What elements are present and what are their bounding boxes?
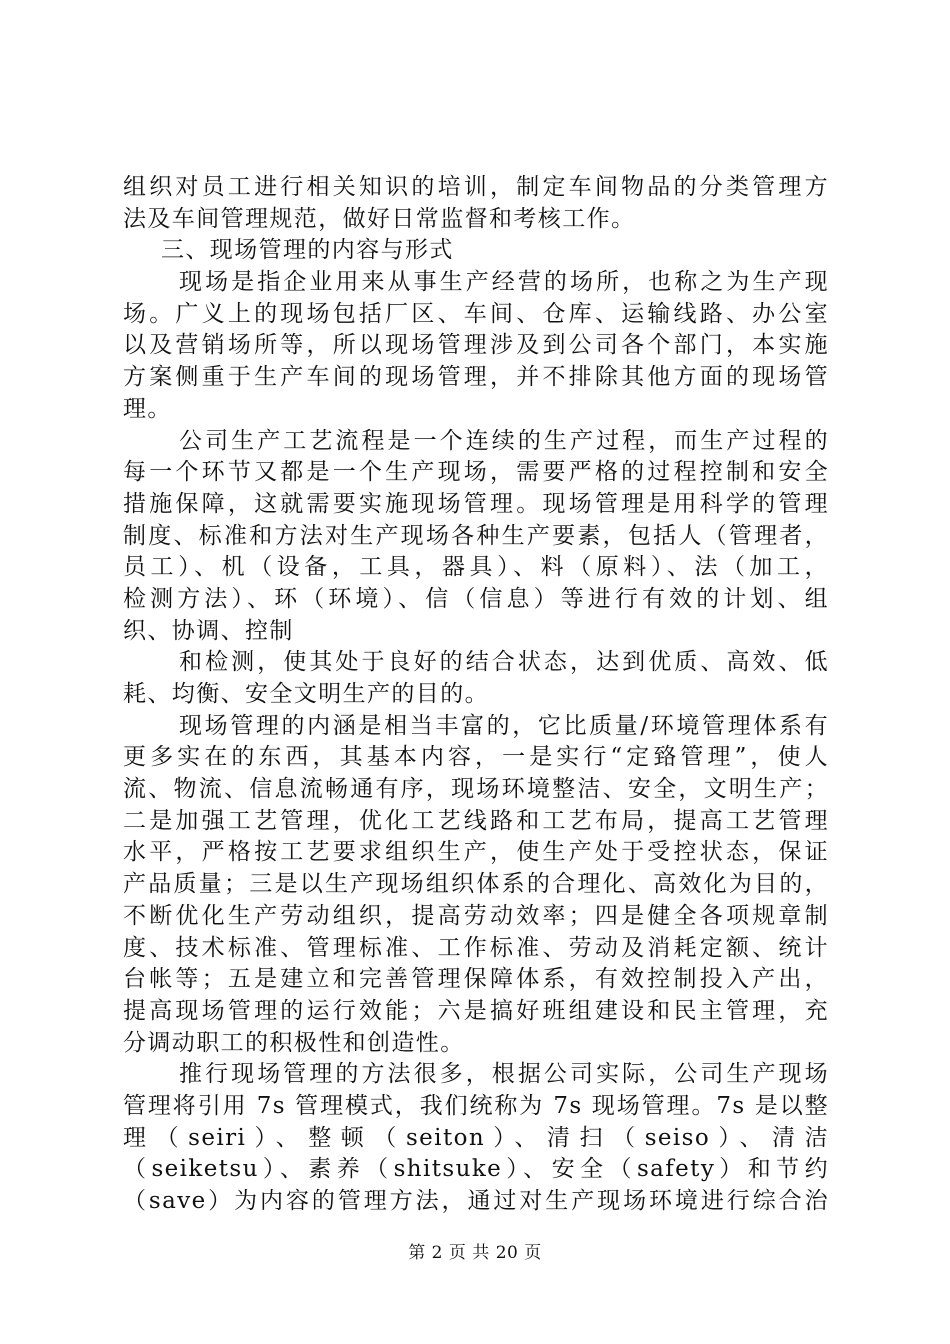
text-line: 每一个环节又都是一个生产现场，需要严格的过程控制和安全	[123, 459, 829, 486]
text-line: 台帐等；五是建立和完善管理保障体系，有效控制投入产出，	[123, 966, 829, 993]
text-line: 理。	[123, 395, 172, 422]
text-line: 法及车间管理规范，做好日常监督和考核工作。	[123, 205, 636, 232]
text-line: 理（seiri）、整顿（seiton）、清扫（seiso）、清洁	[123, 1124, 829, 1151]
page-footer: 第 2 页 共 20 页	[408, 1243, 542, 1263]
text-line: 方案侧重于生产车间的现场管理，并不排除其他方面的现场管	[123, 364, 829, 391]
text-line: 检测方法）、环（环境）、信（信息）等进行有效的计划、组	[123, 585, 829, 612]
text-line: （seiketsu）、素养（shitsuke）、安全（safety）和节约	[123, 1156, 829, 1183]
text-line: 和检测，使其处于良好的结合状态，达到优质、高效、低	[179, 649, 829, 676]
text-line: 组织对员工进行相关知识的培训，制定车间物品的分类管理方	[123, 174, 829, 200]
text-line: 推行现场管理的方法很多，根据公司实际，公司生产现场	[179, 1061, 829, 1088]
text-line: 场。广义上的现场包括厂区、车间、仓库、运输线路、办公室	[123, 300, 829, 327]
text-line: 流、物流、信息流畅通有序，现场环境整洁、安全，文明生产；	[123, 776, 829, 803]
text-line: 水平，严格按工艺要求组织生产，使生产处于受控状态，保证	[123, 839, 829, 866]
text-line: 管理将引用 7s 管理模式，我们统称为 7s 现场管理。7s 是以整	[123, 1092, 829, 1119]
text-line: 不断优化生产劳动组织，提高劳动效率；四是健全各项规章制	[123, 902, 829, 929]
text-line: 更多实在的东西，其基本内容，一是实行“定臵管理”，使人	[123, 744, 829, 771]
text-line: 产品质量；三是以生产现场组织体系的合理化、高效化为目的，	[123, 871, 829, 898]
text-line: 提高现场管理的运行效能；六是搞好班组建设和民主管理，充	[123, 997, 829, 1024]
text-line: 制度、标准和方法对生产现场各种生产要素，包括人（管理者，	[123, 522, 829, 549]
text-line: 耗、均衡、安全文明生产的目的。	[123, 681, 489, 707]
text-line: 三、现场管理的内容与形式	[161, 237, 454, 264]
text-line: 公司生产工艺流程是一个连续的生产过程，而生产过程的	[179, 427, 829, 454]
text-line: 措施保障，这就需要实施现场管理。现场管理是用科学的管理	[123, 490, 829, 517]
text-line: 员工）、机（设备，工具，器具）、料（原料）、法（加工，	[123, 554, 829, 581]
text-line: （save）为内容的管理方法，通过对生产现场环境进行综合治	[123, 1188, 829, 1214]
text-line: 分调动职工的积极性和创造性。	[123, 1029, 465, 1056]
document-body	[123, 172, 829, 1218]
text-line: 度、技术标准、管理标准、工作标准、劳动及消耗定额、统计	[123, 934, 829, 961]
text-line: 以及营销场所等，所以现场管理涉及到公司各个部门，本实施	[123, 332, 829, 359]
text-line: 现场管理的内涵是相当丰富的，它比质量/环境管理体系有	[179, 712, 829, 739]
text-line: 二是加强工艺管理，优化工艺线路和工艺布局，提高工艺管理	[123, 807, 829, 834]
text-line: 现场是指企业用来从事生产经营的场所，也称之为生产现	[179, 269, 829, 296]
text-line: 织、协调、控制	[123, 617, 294, 644]
